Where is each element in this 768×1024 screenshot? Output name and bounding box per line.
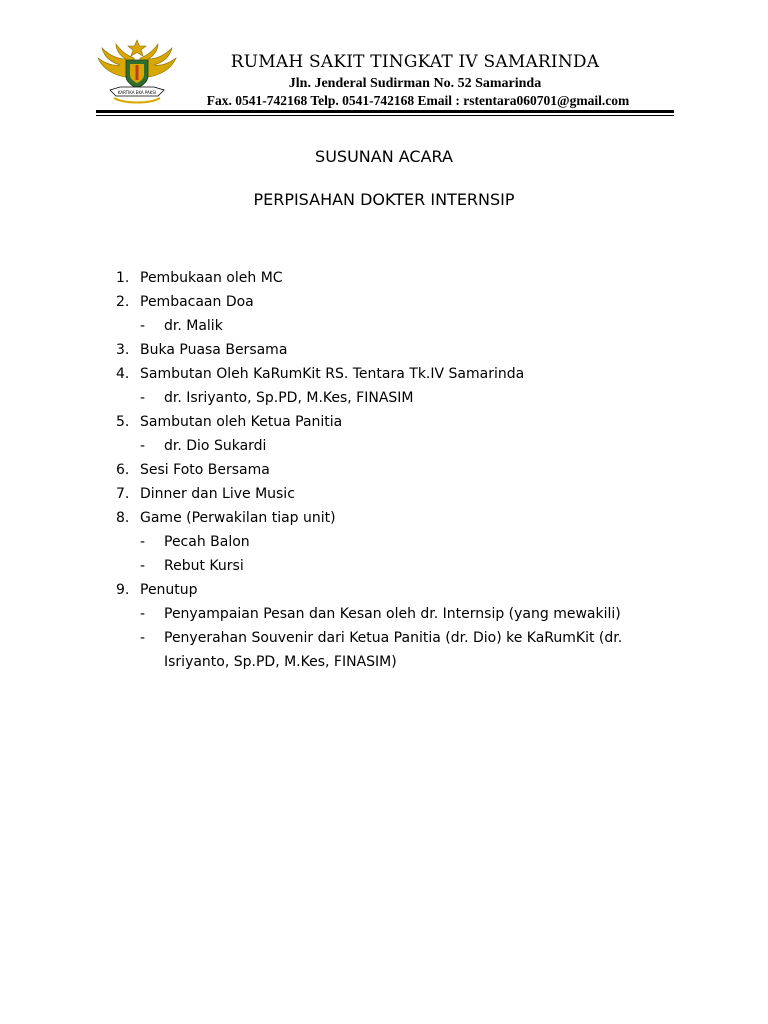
agenda-item-number: 2. <box>116 294 130 310</box>
agenda-subitem <box>0 436 768 460</box>
agenda-item <box>0 268 768 292</box>
agenda-item-text: Game (Perwakilan tiap unit) <box>140 510 336 526</box>
agenda-item <box>0 484 768 508</box>
agenda-item-text: Pembukaan oleh MC <box>140 270 283 286</box>
agenda-subitem <box>0 316 768 340</box>
agenda-item-text: Sambutan oleh Ketua Panitia <box>140 414 343 430</box>
agenda-item-number: 5. <box>116 414 130 430</box>
letterhead <box>0 0 768 120</box>
document-title: SUSUNAN ACARA <box>315 147 453 166</box>
hospital-contact: Fax. 0541-742168 Telp. 0541-742168 Email : rstentara060701@gmail.com <box>206 93 630 108</box>
agenda-item-number: 9. <box>116 582 130 598</box>
letterhead-divider-thick <box>96 110 674 113</box>
agenda-item-text: Pembacaan Doa <box>140 294 254 310</box>
army-emblem-icon <box>96 38 178 106</box>
agenda-subitem-text: Penyampaian Pesan dan Kesan oleh dr. Internsip (yang mewakili) <box>164 606 621 622</box>
agenda-subitem-bullet: - <box>140 438 146 454</box>
agenda-subitem-bullet: - <box>140 390 146 406</box>
letterhead-divider-thin <box>96 115 674 116</box>
agenda-item <box>0 580 768 604</box>
agenda-item-text: Buka Puasa Bersama <box>140 342 288 358</box>
agenda-item-number: 1. <box>116 270 130 286</box>
agenda-item-text: Sesi Foto Bersama <box>140 462 270 478</box>
agenda-item-number: 3. <box>116 342 130 358</box>
agenda-item-number: 8. <box>116 510 130 526</box>
hospital-address: Jln. Jenderal Sudirman No. 52 Samarinda <box>288 76 542 91</box>
agenda-subitem-bullet: - <box>140 630 146 646</box>
agenda-item <box>0 340 768 364</box>
agenda-item <box>0 508 768 532</box>
agenda-item-text: Sambutan Oleh KaRumKit RS. Tentara Tk.IV Samarinda <box>140 366 525 382</box>
agenda-item <box>0 460 768 484</box>
agenda-subitem-bullet: - <box>140 606 146 622</box>
agenda-subitem <box>0 556 768 580</box>
agenda-item-number: 4. <box>116 366 130 382</box>
hospital-name: RUMAH SAKIT TINGKAT IV SAMARINDA <box>230 52 600 72</box>
agenda-subitem <box>0 388 768 412</box>
agenda-item-text: Penutup <box>140 582 198 598</box>
agenda-subitem-bullet: - <box>140 534 146 550</box>
document-subtitle: PERPISAHAN DOKTER INTERNSIP <box>253 190 515 209</box>
agenda-subitem-text: Rebut Kursi <box>164 558 244 574</box>
agenda-item-number: 6. <box>116 462 130 478</box>
agenda-subitem-text: Penyerahan Souvenir dari Ketua Panitia (dr. Dio) ke KaRumKit (dr. Isriyanto, Sp.PD, M.Kes, FINASIM) <box>164 630 623 670</box>
agenda-subitem-text: dr. Dio Sukardi <box>164 438 267 454</box>
agenda-item <box>0 292 768 316</box>
agenda-subitem <box>0 532 768 556</box>
agenda-item-number: 7. <box>116 486 130 502</box>
agenda-subitem <box>0 604 768 628</box>
agenda-item-text: Dinner dan Live Music <box>140 486 295 502</box>
agenda-subitem-bullet: - <box>140 318 146 334</box>
agenda-subitem <box>0 628 768 676</box>
emblem-motto: KARTIKA EKA PAKSI <box>117 90 157 95</box>
agenda-subitem-bullet: - <box>140 558 146 574</box>
agenda-subitem-text: dr. Malik <box>164 318 223 334</box>
agenda-subitem-text: dr. Isriyanto, Sp.PD, M.Kes, FINASIM <box>164 390 414 406</box>
agenda-list <box>0 268 768 676</box>
agenda-item <box>0 412 768 436</box>
agenda-subitem-text: Pecah Balon <box>164 534 250 550</box>
agenda-item <box>0 364 768 388</box>
